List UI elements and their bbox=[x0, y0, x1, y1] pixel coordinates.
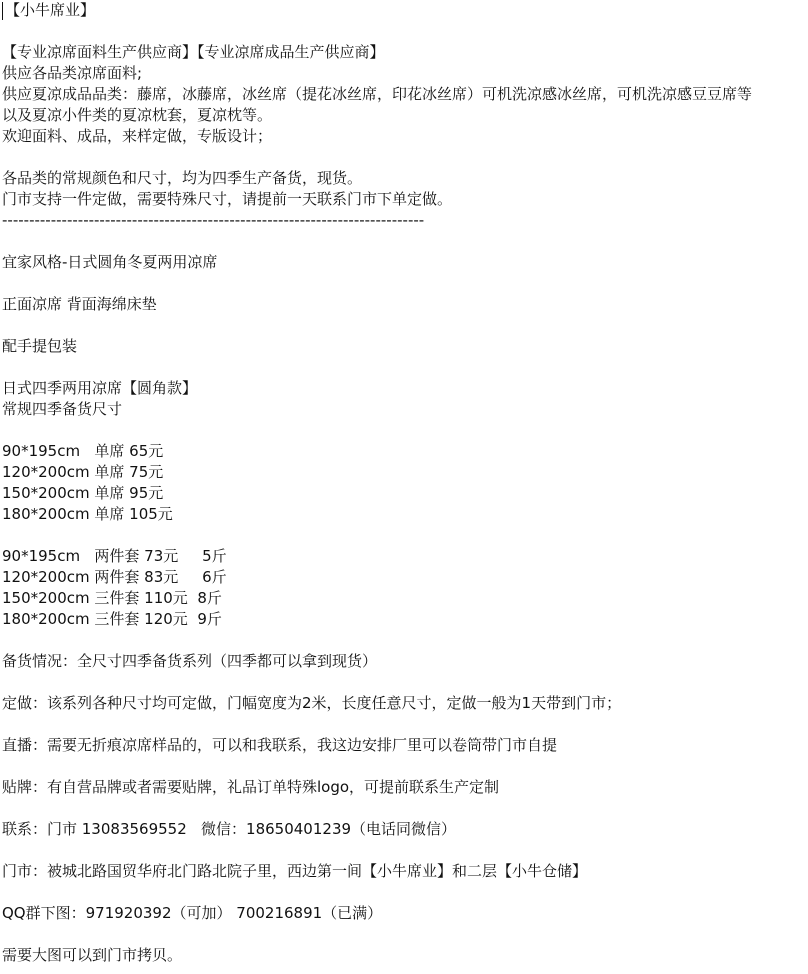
contact-line: 联系：门市 13083569552 微信：18650401239（电话同微信） bbox=[2, 820, 457, 838]
product-categories-line: 供应夏凉成品品类：藤席，冰藤席，冰丝席（提花冰丝席，印花冰丝席）可机洗凉感冰丝席，可机洗凉感豆豆席等 bbox=[2, 85, 753, 103]
closing-note: 需要大图可以到门市拷贝。 bbox=[2, 946, 183, 964]
product-series-title: 日式四季两用凉席【圆角款】 bbox=[2, 379, 198, 397]
price-row-set: 150*200cm 三件套 110元 8斤 bbox=[2, 589, 222, 607]
stock-status-line: 备货情况：全尺寸四季备货系列（四季都可以拿到现货） bbox=[2, 652, 378, 670]
product-categories-line-cont: 以及夏凉小件类的夏凉枕套，夏凉枕等。 bbox=[2, 106, 273, 124]
livestream-line: 直播：需要无折痕凉席样品的，可以和我联系，我这边安排厂里可以卷筒带门市自提 bbox=[2, 736, 558, 754]
stock-info-line: 各品类的常规颜色和尺寸，均为四季生产备货，现货。 bbox=[2, 169, 363, 187]
custom-made-line: 定做：该系列各种尺寸均可定做，门幅宽度为2米，长度任意尺寸，定做一般为1天带到门市； bbox=[2, 694, 622, 712]
supplier-headline: 【专业凉席面料生产供应商】【专业凉席成品生产供应商】 bbox=[2, 43, 385, 61]
packaging-line: 配手提包装 bbox=[2, 337, 78, 355]
qq-group-line: QQ群下图：971920392（可加） 700216891（已满） bbox=[2, 904, 383, 922]
price-row-single: 90*195cm 单席 65元 bbox=[2, 442, 164, 460]
price-row-set: 180*200cm 三件套 120元 9斤 bbox=[2, 610, 222, 628]
price-row-set: 120*200cm 两件套 83元 6斤 bbox=[2, 568, 227, 586]
divider-dashes: ------------------------------------------------------------------------------ bbox=[2, 211, 425, 229]
price-row-single: 120*200cm 单席 75元 bbox=[2, 463, 164, 481]
price-row-single: 150*200cm 单席 95元 bbox=[2, 484, 164, 502]
custom-order-line: 欢迎面料、成品，来样定做，专版设计； bbox=[2, 127, 273, 145]
store-custom-line: 门市支持一件定做，需要特殊尺寸，请提前一天联系门市下单定做。 bbox=[2, 190, 453, 208]
shop-title: 【小牛席业】 bbox=[5, 1, 96, 19]
price-row-set: 90*195cm 两件套 73元 5斤 bbox=[2, 547, 227, 565]
text-cursor bbox=[2, 2, 3, 20]
product-name: 宜家风格-日式圆角冬夏两用凉席 bbox=[2, 253, 218, 271]
product-structure: 正面凉席 背面海绵床垫 bbox=[2, 295, 157, 313]
size-section-title: 常规四季备货尺寸 bbox=[2, 400, 123, 418]
private-label-line: 贴牌：有自营品牌或者需要贴牌，礼品订单特殊logo，可提前联系生产定制 bbox=[2, 778, 500, 796]
price-row-single: 180*200cm 单席 105元 bbox=[2, 505, 173, 523]
fabric-supply-line: 供应各品类凉席面料; bbox=[2, 64, 143, 82]
store-address-line: 门市：被城北路国贸华府北门路北院子里，西边第一间【小牛席业】和二层【小牛仓储】 bbox=[2, 862, 588, 880]
